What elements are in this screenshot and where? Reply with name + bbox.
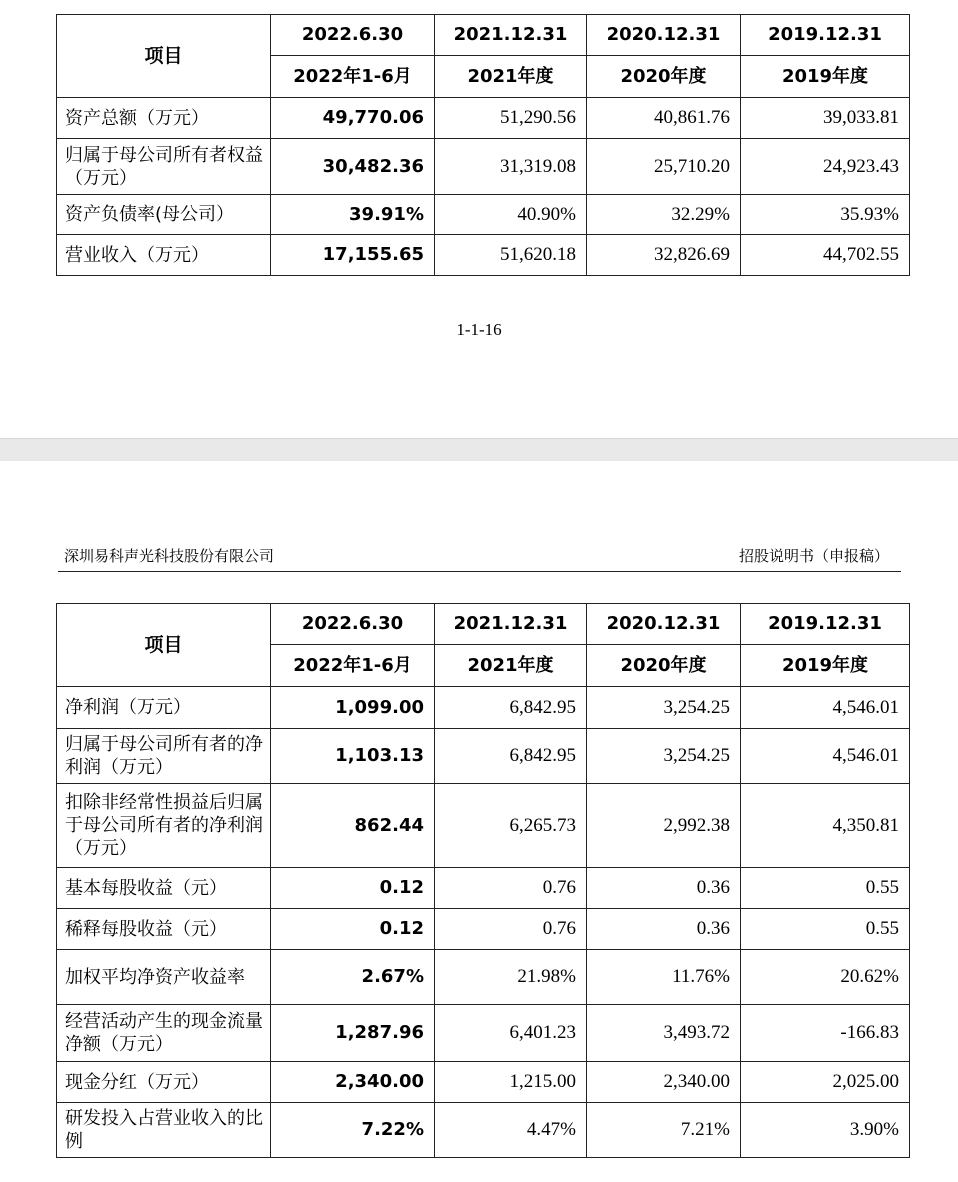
- cell-value: 3,493.72: [587, 1005, 741, 1062]
- cell-value: 39,033.81: [741, 98, 910, 139]
- page-number: 1-1-16: [456, 320, 502, 339]
- cell-value: 4.47%: [435, 1103, 587, 1158]
- row-label: 扣除非经常性损益后归属于母公司所有者的净利润（万元）: [57, 784, 271, 868]
- document-header: [58, 543, 901, 572]
- cell-value: 862.44: [271, 784, 435, 868]
- page-separator: [0, 438, 958, 462]
- cell-value: 0.76: [435, 909, 587, 950]
- header-2022-h1: 2022年1-6月: [271, 645, 435, 687]
- header-2021-year: 2021年度: [435, 645, 587, 687]
- cell-value: 0.12: [271, 868, 435, 909]
- cell-value: 1,215.00: [435, 1062, 587, 1103]
- cell-value: 30,482.36: [271, 139, 435, 195]
- row-label: 现金分红（万元）: [57, 1062, 271, 1103]
- cell-value: 32.29%: [587, 195, 741, 235]
- table-row: [57, 868, 910, 909]
- header-item: 项目: [57, 15, 271, 98]
- cell-value: 21.98%: [435, 950, 587, 1005]
- table-row: [57, 950, 910, 1005]
- cell-value: 1,099.00: [271, 687, 435, 729]
- cell-value: 17,155.65: [271, 235, 435, 276]
- cell-value: 6,842.95: [435, 729, 587, 784]
- header-2021-year: 2021年度: [435, 56, 587, 98]
- cell-value: 32,826.69: [587, 235, 741, 276]
- cell-value: 4,546.01: [741, 729, 910, 784]
- table-row: [57, 1062, 910, 1103]
- table-row: [57, 729, 910, 784]
- cell-value: 7.22%: [271, 1103, 435, 1158]
- cell-value: 6,842.95: [435, 687, 587, 729]
- row-label: 资产总额（万元）: [57, 98, 271, 139]
- row-label: 归属于母公司所有者的净利润（万元）: [57, 729, 271, 784]
- cell-value: 6,265.73: [435, 784, 587, 868]
- cell-value: 0.36: [587, 868, 741, 909]
- header-2020-year: 2020年度: [587, 56, 741, 98]
- cell-value: 2.67%: [271, 950, 435, 1005]
- cell-value: 20.62%: [741, 950, 910, 1005]
- cell-value: 0.12: [271, 909, 435, 950]
- row-label: 资产负债率(母公司）: [57, 195, 271, 235]
- cell-value: 3.90%: [741, 1103, 910, 1158]
- row-label: 研发投入占营业收入的比例: [57, 1103, 271, 1158]
- cell-value: 11.76%: [587, 950, 741, 1005]
- page-bottom: [0, 461, 958, 1182]
- cell-value: 1,287.96: [271, 1005, 435, 1062]
- cell-value: 39.91%: [271, 195, 435, 235]
- cell-value: 2,340.00: [587, 1062, 741, 1103]
- header-2021-12-31: 2021.12.31: [435, 15, 587, 56]
- cell-value: 3,254.25: [587, 687, 741, 729]
- header-2021-12-31: 2021.12.31: [435, 604, 587, 645]
- row-label: 归属于母公司所有者权益（万元）: [57, 139, 271, 195]
- cell-value: 2,025.00: [741, 1062, 910, 1103]
- row-label: 加权平均净资产收益率: [57, 950, 271, 1005]
- cell-value: 35.93%: [741, 195, 910, 235]
- financial-table-bottom: [56, 603, 910, 1158]
- row-label: 净利润（万元）: [57, 687, 271, 729]
- cell-value: 40,861.76: [587, 98, 741, 139]
- header-2022-6-30: 2022.6.30: [271, 15, 435, 56]
- cell-value: 25,710.20: [587, 139, 741, 195]
- header-2022-h1: 2022年1-6月: [271, 56, 435, 98]
- cell-value: 2,340.00: [271, 1062, 435, 1103]
- table-row: [57, 687, 910, 729]
- row-label: 基本每股收益（元）: [57, 868, 271, 909]
- financial-table-top: [56, 14, 910, 276]
- cell-value: 0.55: [741, 868, 910, 909]
- table-row: [57, 1005, 910, 1062]
- header-2020-12-31: 2020.12.31: [587, 604, 741, 645]
- header-item: 项目: [57, 604, 271, 687]
- cell-value: 31,319.08: [435, 139, 587, 195]
- company-name: 深圳易科声光科技股份有限公司: [64, 547, 275, 565]
- header-2019-year: 2019年度: [741, 645, 910, 687]
- cell-value: 51,290.56: [435, 98, 587, 139]
- table-row: [57, 1103, 910, 1158]
- cell-value: 4,350.81: [741, 784, 910, 868]
- row-label: 经营活动产生的现金流量净额（万元）: [57, 1005, 271, 1062]
- table-row: [57, 235, 910, 276]
- cell-value: 49,770.06: [271, 98, 435, 139]
- cell-value: 40.90%: [435, 195, 587, 235]
- row-label: 稀释每股收益（元）: [57, 909, 271, 950]
- header-row-dates: [57, 15, 910, 56]
- cell-value: 0.55: [741, 909, 910, 950]
- page-top: [0, 0, 958, 440]
- cell-value: 44,702.55: [741, 235, 910, 276]
- cell-value: -166.83: [741, 1005, 910, 1062]
- cell-value: 4,546.01: [741, 687, 910, 729]
- cell-value: 51,620.18: [435, 235, 587, 276]
- table-row: [57, 909, 910, 950]
- header-row-dates: [57, 604, 910, 645]
- document-type: 招股说明书（申报稿）: [738, 547, 889, 565]
- header-2022-6-30: 2022.6.30: [271, 604, 435, 645]
- header-2020-year: 2020年度: [587, 645, 741, 687]
- cell-value: 7.21%: [587, 1103, 741, 1158]
- table-row: [57, 784, 910, 868]
- cell-value: 6,401.23: [435, 1005, 587, 1062]
- table-row: [57, 195, 910, 235]
- row-label: 营业收入（万元）: [57, 235, 271, 276]
- cell-value: 0.76: [435, 868, 587, 909]
- cell-value: 3,254.25: [587, 729, 741, 784]
- cell-value: 24,923.43: [741, 139, 910, 195]
- cell-value: 2,992.38: [587, 784, 741, 868]
- table-row: [57, 139, 910, 195]
- cell-value: 1,103.13: [271, 729, 435, 784]
- header-2020-12-31: 2020.12.31: [587, 15, 741, 56]
- cell-value: 0.36: [587, 909, 741, 950]
- header-2019-12-31: 2019.12.31: [741, 604, 910, 645]
- header-2019-year: 2019年度: [741, 56, 910, 98]
- table-row: [57, 98, 910, 139]
- header-2019-12-31: 2019.12.31: [741, 15, 910, 56]
